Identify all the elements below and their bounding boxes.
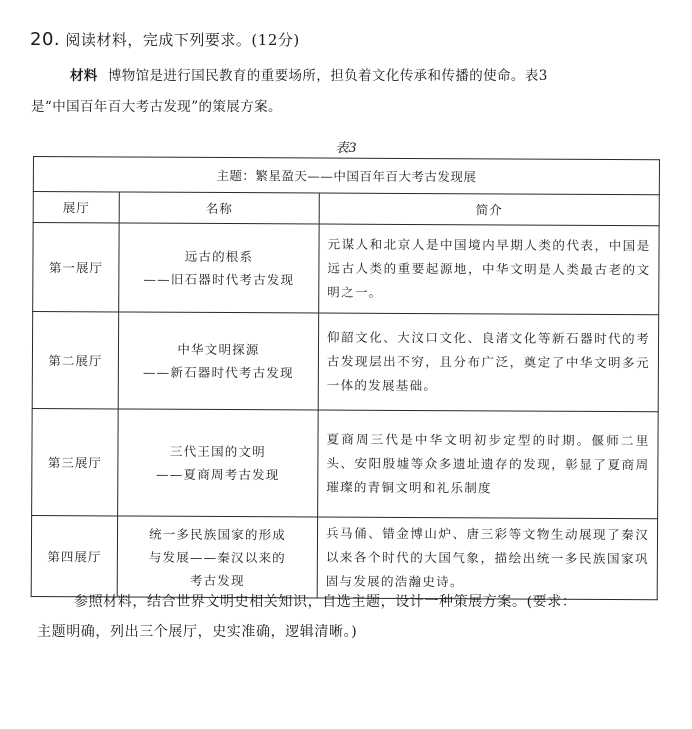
header-intro: 简介 bbox=[319, 193, 659, 226]
intro-cell: 仰韶文化、大汶口文化、良渚文化等新石器时代的考古发现层出不穷，且分布广泛，奠定了中华文明多元一体的发展基础。 bbox=[318, 313, 659, 412]
question-title-line bbox=[30, 29, 300, 50]
intro-cell: 夏商周三代是中华文明初步定型的时期。偃师二里头、安阳殷墟等众多遗址遗存的发现，彰显了夏商周璀璨的青铜文明和礼乐制度 bbox=[318, 410, 659, 519]
question-title: 阅读材料，完成下列要求。(12分) bbox=[65, 31, 300, 49]
instruction-line-2: 主题明确，列出三个展厅，史实准确，逻辑清晰。) bbox=[37, 624, 358, 640]
name-line: 三代王国的文明 bbox=[169, 443, 266, 460]
table-row bbox=[31, 515, 657, 599]
hall-cell: 第二展厅 bbox=[32, 312, 119, 409]
material-text-1: 博物馆是进行国民教育的重要场所，担负着文化传承和传播的使命。表3 bbox=[107, 68, 548, 84]
instruction-line-1: 参照材料，结合世界文明史相关知识，自选主题，设计一种策展方案。(要求： bbox=[74, 594, 577, 610]
name-line: 远古的根系 bbox=[184, 248, 254, 265]
intro-cell: 元谋人和北京人是中国境内早期人类的代表，中国是远古人类的重要起源地，中华文明是人类最古老的文明之一。 bbox=[319, 224, 659, 315]
header-hall: 展厅 bbox=[33, 192, 119, 223]
name-line: 中华文明探源 bbox=[177, 341, 260, 358]
table-row bbox=[32, 312, 659, 412]
material-line-2: 是“中国百年百大考古发现”的策展方案。 bbox=[31, 99, 282, 115]
name-cell bbox=[118, 409, 319, 517]
name-cell bbox=[118, 312, 319, 410]
name-cell bbox=[119, 223, 319, 313]
table-row bbox=[32, 408, 659, 518]
name-line: ——新石器时代考古发现 bbox=[142, 364, 294, 381]
question-number: 20. bbox=[30, 29, 61, 50]
material-line-1 bbox=[70, 64, 548, 84]
name-line: 与发展——秦汉以来的 bbox=[148, 549, 286, 565]
table-row bbox=[33, 223, 659, 315]
table-header-row bbox=[33, 192, 659, 226]
exhibition-table bbox=[31, 156, 660, 600]
name-line: ——旧石器时代考古发现 bbox=[143, 271, 295, 288]
hall-cell: 第四展厅 bbox=[31, 515, 117, 596]
material-label: 材料 bbox=[70, 68, 98, 84]
table-caption: 表3 bbox=[335, 141, 357, 156]
hall-cell: 第一展厅 bbox=[33, 223, 119, 312]
table-theme: 主题：繁星盈天——中国百年百大考古发现展 bbox=[33, 157, 659, 195]
header-name: 名称 bbox=[119, 192, 319, 224]
name-cell bbox=[117, 516, 317, 598]
hall-cell: 第三展厅 bbox=[32, 408, 119, 515]
name-line: ——夏商周考古发现 bbox=[156, 466, 280, 483]
intro-cell: 兵马俑、错金博山炉、唐三彩等文物生动展现了秦汉以来各个时代的大国气象，描绘出统一多民族国家巩固与发展的浩瀚史诗。 bbox=[317, 517, 657, 600]
name-line: 考古发现 bbox=[189, 572, 245, 588]
name-line: 统一多民族国家的形成 bbox=[148, 526, 287, 542]
